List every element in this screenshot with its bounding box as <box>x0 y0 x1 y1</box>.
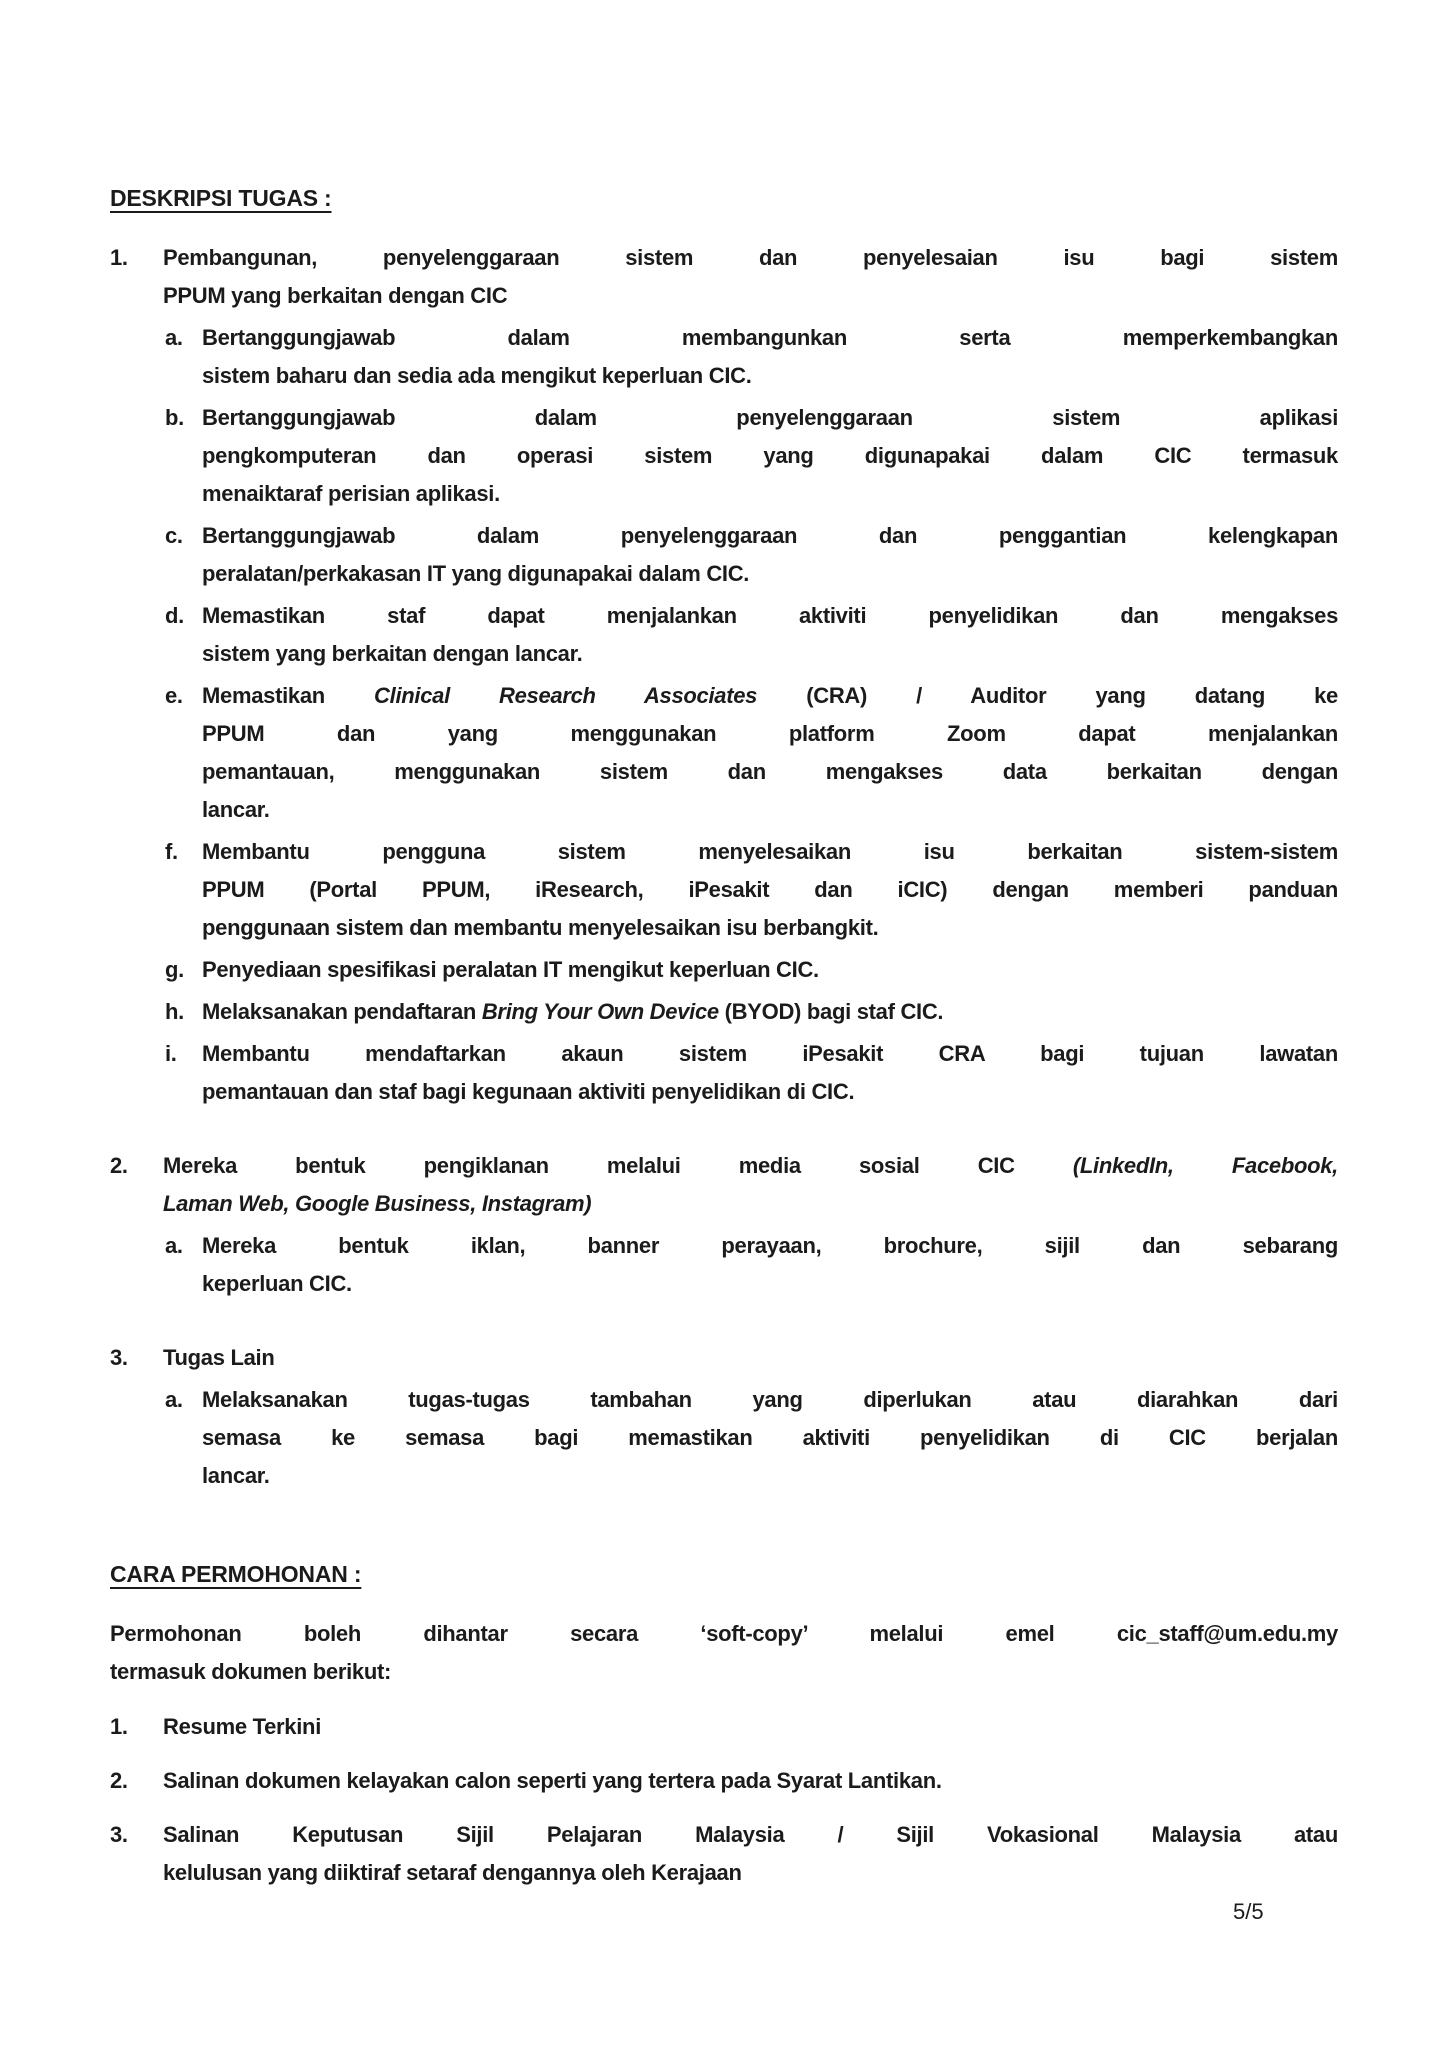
item-number: 1. <box>110 1714 128 1739</box>
text-run: keperluan CIC. <box>202 1271 352 1296</box>
sub-item-text <box>202 1227 1338 1303</box>
text-line <box>202 1073 1338 1111</box>
text-run: Bertanggungjawab dalam membangunkan serta memperkembangkan <box>202 325 1338 350</box>
sub-item-text <box>202 1035 1338 1111</box>
italic-text-run: (LinkedIn, Facebook, <box>1072 1153 1338 1178</box>
section-deskripsi-tugas <box>110 185 1338 1495</box>
sub-item-text <box>202 517 1338 593</box>
text-line <box>163 1708 1338 1746</box>
item-text <box>163 1708 1338 1746</box>
tasks-list <box>110 239 1338 1495</box>
text-run: Melaksanakan tugas-tugas tambahan yang diperlukan atau diarahkan dari <box>202 1387 1338 1412</box>
application-heading: CARA PERMOHONAN : <box>110 1561 362 1587</box>
text-line <box>163 1854 1338 1892</box>
text-run: Salinan dokumen kelayakan calon seperti yang tertera pada Syarat Lantikan. <box>163 1768 942 1793</box>
text-line <box>110 1615 1338 1653</box>
application-intro <box>110 1615 1338 1691</box>
text-run: Pembangunan, penyelenggaraan sistem dan penyelesaian isu bagi sistem <box>163 245 1338 270</box>
item-number: 2. <box>110 1153 128 1178</box>
italic-text-run: Bring Your Own Device <box>481 999 719 1024</box>
sub-item-text <box>202 833 1338 947</box>
text-line <box>202 1035 1338 1073</box>
tasks-heading: DESKRIPSI TUGAS : <box>110 185 332 211</box>
text-line <box>202 357 1338 395</box>
text-run: PPUM yang berkaitan dengan CIC <box>163 283 508 308</box>
text-line <box>202 319 1338 357</box>
text-line <box>202 791 1338 829</box>
text-run: (BYOD) bagi staf CIC. <box>718 999 944 1024</box>
item-number: 1. <box>110 245 128 270</box>
sub-item <box>165 951 1338 989</box>
item-row <box>110 1147 1338 1223</box>
item-text <box>163 1339 1338 1377</box>
text-run: Bertanggungjawab dalam penyelenggaraan sistem aplikasi <box>202 405 1338 430</box>
item-row <box>110 1708 1338 1746</box>
text-line <box>202 1381 1338 1419</box>
page-number: 5/5 <box>1233 1899 1264 1924</box>
item-text <box>163 1816 1338 1892</box>
text-line <box>202 1265 1338 1303</box>
application-item <box>110 1708 1338 1746</box>
text-run: Membantu pengguna sistem menyelesaikan isu berkaitan sistem-sistem <box>202 839 1338 864</box>
item-row <box>110 1762 1338 1800</box>
text-run: (CRA) / Auditor yang datang ke <box>757 683 1338 708</box>
text-line <box>163 239 1338 277</box>
sub-item <box>165 1381 1338 1495</box>
sub-item-text <box>202 597 1338 673</box>
sub-item-letter: a. <box>165 1233 183 1258</box>
text-line <box>202 597 1338 635</box>
text-run: pengkomputeran dan operasi sistem yang digunapakai dalam CIC termasuk <box>202 443 1338 468</box>
application-item <box>110 1762 1338 1800</box>
task-item <box>110 1147 1338 1303</box>
sub-item <box>165 1227 1338 1303</box>
item-row <box>110 239 1338 315</box>
text-run: Memastikan <box>202 683 375 708</box>
sub-item-letter: d. <box>165 603 184 628</box>
text-run: lancar. <box>202 1463 270 1488</box>
sub-item <box>165 597 1338 673</box>
sub-item-text <box>202 1381 1338 1495</box>
text-line <box>202 437 1338 475</box>
text-run: sistem baharu dan sedia ada mengikut keperluan CIC. <box>202 363 752 388</box>
item-text <box>163 1147 1338 1223</box>
sub-item <box>165 993 1338 1031</box>
sub-item <box>165 677 1338 829</box>
section-cara-permohonan <box>110 1561 1338 1892</box>
sub-item-text <box>202 399 1338 513</box>
text-run: Mereka bentuk iklan, banner perayaan, brochure, sijil dan sebarang <box>202 1233 1338 1258</box>
item-number: 3. <box>110 1345 128 1370</box>
item-text <box>163 1762 1338 1800</box>
text-line <box>202 715 1338 753</box>
text-line <box>163 1147 1338 1185</box>
text-line <box>202 1457 1338 1495</box>
italic-text-run: Clinical Research Associates <box>374 683 758 708</box>
text-line <box>202 993 1338 1031</box>
sub-item <box>165 319 1338 395</box>
task-item <box>110 239 1338 1111</box>
sub-item-text <box>202 951 1338 989</box>
text-run: Mereka bentuk pengiklanan melalui media sosial CIC <box>163 1153 1073 1178</box>
text-run: PPUM (Portal PPUM, iResearch, iPesakit dan iCIC) dengan memberi panduan <box>202 877 1338 902</box>
italic-text-run: Laman Web, Google Business, Instagram) <box>163 1191 592 1216</box>
text-run: Bertanggungjawab dalam penyelenggaraan dan penggantian kelengkapan <box>202 523 1338 548</box>
text-run: Penyediaan spesifikasi peralatan IT mengikut keperluan CIC. <box>202 957 819 982</box>
text-run: Tugas Lain <box>163 1345 275 1370</box>
text-line <box>202 635 1338 673</box>
text-line <box>202 909 1338 947</box>
sub-list <box>165 319 1338 1111</box>
text-line <box>202 871 1338 909</box>
text-run: PPUM dan yang menggunakan platform Zoom dapat menjalankan <box>202 721 1338 746</box>
sub-item-text <box>202 677 1338 829</box>
text-run: Permohonan boleh dihantar secara ‘soft-copy’ melalui emel cic_staff@um.edu.my <box>110 1621 1338 1646</box>
text-run: Melaksanakan pendaftaran <box>202 999 482 1024</box>
sub-list <box>165 1381 1338 1495</box>
text-run: Memastikan staf dapat menjalankan aktiviti penyelidikan dan mengakses <box>202 603 1338 628</box>
text-line <box>202 475 1338 513</box>
text-run: pemantauan, menggunakan sistem dan mengakses data berkaitan dengan <box>202 759 1338 784</box>
text-run: sistem yang berkaitan dengan lancar. <box>202 641 583 666</box>
item-number: 3. <box>110 1822 128 1847</box>
text-line <box>202 555 1338 593</box>
text-run: kelulusan yang diiktiraf setaraf dengannya oleh Kerajaan <box>163 1860 742 1885</box>
text-run: lancar. <box>202 797 270 822</box>
text-run: Resume Terkini <box>163 1714 322 1739</box>
text-line <box>202 1419 1338 1457</box>
sub-item <box>165 399 1338 513</box>
text-run: termasuk dokumen berikut: <box>110 1659 392 1684</box>
sub-item <box>165 1035 1338 1111</box>
task-item <box>110 1339 1338 1495</box>
text-line <box>202 517 1338 555</box>
text-line <box>163 1339 1338 1377</box>
text-line <box>163 1816 1338 1854</box>
sub-item-letter: f. <box>165 839 178 864</box>
text-line <box>202 399 1338 437</box>
text-line <box>163 1762 1338 1800</box>
sub-item <box>165 833 1338 947</box>
item-row <box>110 1816 1338 1892</box>
text-run: Salinan Keputusan Sijil Pelajaran Malaysia / Sijil Vokasional Malaysia atau <box>163 1822 1338 1847</box>
sub-item-letter: b. <box>165 405 184 430</box>
sub-item-letter: a. <box>165 325 183 350</box>
sub-list <box>165 1227 1338 1303</box>
sub-item-letter: g. <box>165 957 184 982</box>
application-list <box>110 1708 1338 1892</box>
text-run: peralatan/perkakasan IT yang digunapakai dalam CIC. <box>202 561 750 586</box>
sub-item-text <box>202 993 1338 1031</box>
text-line <box>202 1227 1338 1265</box>
text-run: pemantauan dan staf bagi kegunaan aktiviti penyelidikan di CIC. <box>202 1079 855 1104</box>
item-number: 2. <box>110 1768 128 1793</box>
text-run: menaiktaraf perisian aplikasi. <box>202 481 500 506</box>
text-line <box>110 1653 1338 1691</box>
item-text <box>163 239 1338 315</box>
text-run: semasa ke semasa bagi memastikan aktiviti penyelidikan di CIC berjalan <box>202 1425 1338 1450</box>
text-line <box>202 677 1338 715</box>
text-line <box>202 753 1338 791</box>
sub-item-letter: i. <box>165 1041 177 1066</box>
application-item <box>110 1816 1338 1892</box>
text-run: penggunaan sistem dan membantu menyelesaikan isu berbangkit. <box>202 915 879 940</box>
text-line <box>202 951 1338 989</box>
sub-item <box>165 517 1338 593</box>
item-row <box>110 1339 1338 1377</box>
text-run: Membantu mendaftarkan akaun sistem iPesakit CRA bagi tujuan lawatan <box>202 1041 1338 1066</box>
sub-item-letter: e. <box>165 683 183 708</box>
sub-item-text <box>202 319 1338 395</box>
sub-item-letter: a. <box>165 1387 183 1412</box>
text-line <box>163 277 1338 315</box>
sub-item-letter: h. <box>165 999 184 1024</box>
text-line <box>202 833 1338 871</box>
text-line <box>163 1185 1338 1223</box>
sub-item-letter: c. <box>165 523 183 548</box>
